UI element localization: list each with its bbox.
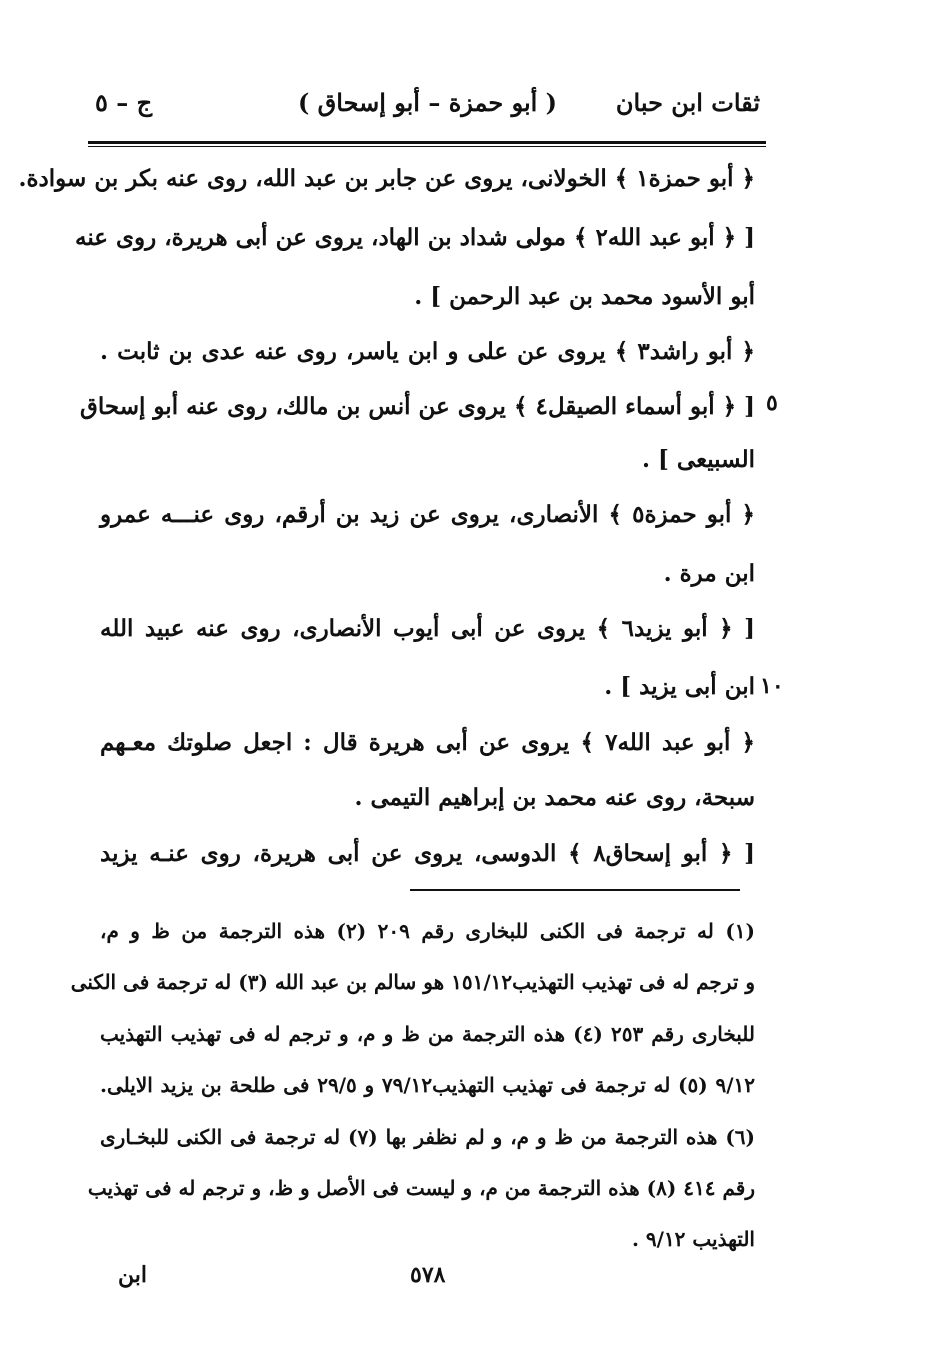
header-rule bbox=[88, 141, 766, 147]
text-line: السبيعى ] . bbox=[642, 446, 755, 473]
footnote-line: و ترجم له فى تهذيب التهذيب١٥١/١٢ هو سالم بن عبد الله (٣) له ترجمة فى الكنى bbox=[70, 970, 755, 994]
book-title: ثقات ابن حبان bbox=[615, 88, 760, 117]
footnote-line: رقم ٤١٤ (٨) هذه الترجمة من م، و ليست فى الأصل و ظ، و ترجم له فى تهذيب bbox=[87, 1176, 755, 1200]
section-title: ( أبو حمزة – أبو إسحاق ) bbox=[297, 88, 558, 117]
text-line: [ ﴿ أبو إسحاق٨ ﴾ الدوسى، يروى عن أبى هريرة، روى عنـه يزيد bbox=[100, 840, 755, 867]
text-line: [ ﴿ أبو أسماء الصيقل٤ ﴾ يروى عن أنس بن مالك، روى عنه أبو إسحاق bbox=[80, 393, 755, 420]
running-header bbox=[95, 88, 760, 130]
text-line: ﴿ أبو عبد الله٧ ﴾ يروى عن أبى هريرة قال : اجعل صلوتك معـهم bbox=[100, 729, 755, 756]
footnote-line: (١) له ترجمة فى الكنى للبخارى رقم ٢٠٩ (٢) هذه الترجمة من ظ و م، bbox=[100, 919, 756, 943]
volume-number: ج – ٥ bbox=[95, 88, 153, 117]
text-line: سبحة، روى عنه محمد بن إبراهيم التيمى . bbox=[354, 784, 755, 811]
text-line: ابن أبى يزيد ] . bbox=[604, 673, 755, 700]
text-line: ﴿ أبو حمزة١ ﴾ الخولانى، يروى عن جابر بن عبد الله، روى عنه بكر بن سوادة. bbox=[18, 165, 755, 192]
text-line: أبو الأسود محمد بن عبد الرحمن ] . bbox=[414, 283, 755, 310]
page-number: ٥٧٨ bbox=[410, 1262, 446, 1288]
footnote-rule bbox=[410, 889, 740, 891]
text-line: ﴿ أبو حمزة٥ ﴾ الأنصارى، يروى عن زيد بن أرقم، روى عنـــه عمرو bbox=[100, 501, 756, 528]
footnote-line: التهذيب ٩/١٢ . bbox=[631, 1227, 755, 1251]
footnote-line: (٦) هذه الترجمة من ظ و م، و لم نظفر بها (٧) له ترجمة فى الكنى للبخـارى bbox=[100, 1125, 755, 1149]
text-line: ﴿ أبو راشد٣ ﴾ يروى عن على و ابن ياسر، روى عنه عدى بن ثابت . bbox=[100, 338, 755, 365]
text-line: [ ﴿ أبو يزيد٦ ﴾ يروى عن أبى أيوب الأنصارى، روى عنه عبيد الله bbox=[100, 615, 755, 642]
line-number-10: ١٠ bbox=[760, 673, 784, 699]
catchword: ابن bbox=[118, 1262, 147, 1288]
text-line: ابن مرة . bbox=[663, 560, 755, 587]
footnote-line: للبخارى رقم ٢٥٣ (٤) هذه الترجمة من ظ و م، و ترجم له فى تهذيب التهذيب bbox=[100, 1022, 755, 1046]
line-number-5: ٥ bbox=[766, 390, 778, 416]
text-line: [ ﴿ أبو عبد الله٢ ﴾ مولى شداد بن الهاد، يروى عن أبى هريرة، روى عنه bbox=[74, 224, 755, 251]
footnote-line: ٩/١٢ (٥) له ترجمة فى تهذيب التهذيب٧٩/١٢ و ٢٩/٥ فى طلحة بن يزيد الايلى. bbox=[100, 1073, 755, 1097]
